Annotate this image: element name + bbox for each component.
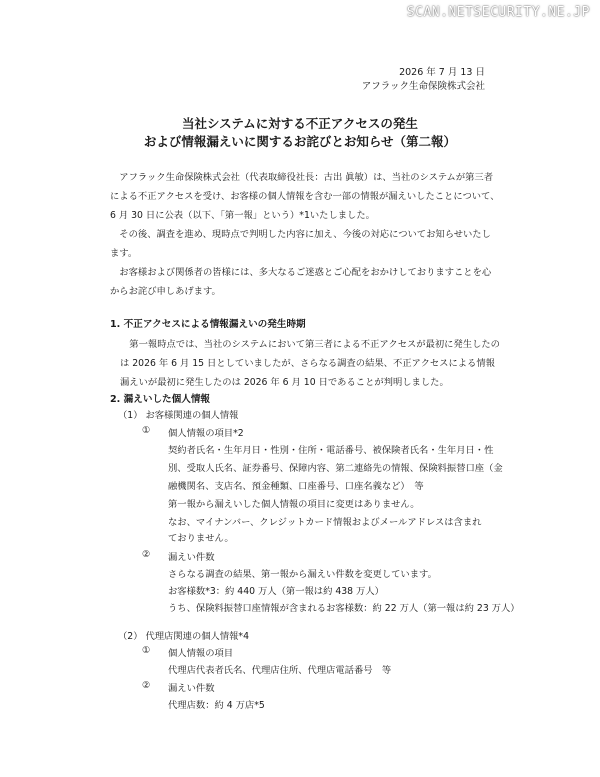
group1-label: （1） お客様関連の個人情報 (118, 410, 239, 421)
group1-item1-line: なお、マイナンバー、クレジットカード情報およびメールアドレスは含まれ (168, 517, 482, 528)
group1-item1-line: 第一報から漏えいした個人情報の項目に変更はありません。 (168, 499, 420, 510)
group2-item1-number: ① (142, 645, 151, 656)
intro-paragraph-2: その後、調査を進め、現時点で判明した内容に加え、今後の対応についてお知らせいたします。 (110, 229, 491, 259)
group1-item2-line: さらなる調査の結果、第一報から漏えい件数を変更しています。 (168, 569, 437, 580)
section2-heading: 2. 漏えいした個人情報 (110, 394, 211, 405)
intro-paragraph-1: アフラック生命保険株式会社（代表取締役社長：古出 眞敏）は、当社のシステムが第三者による不正アクセスを受け、お客様の個人情報を含む一部の情報が漏えいしたことについて、6 月 30 日に公表（以下、「第一報」という）*1いたしました。 (110, 172, 500, 221)
group1-item1-line: 別、受取人氏名、証券番号、保障内容、第二連絡先の情報、保険料振替口座（金 (168, 463, 503, 474)
company-name: アフラック生命保険株式会社 (361, 81, 485, 92)
group1-item1-title: 個人情報の項目*2 (168, 428, 244, 439)
group2-item2-line: 代理店数：約 4 万店*5 (168, 700, 265, 711)
group1-item1-line: 契約者氏名・生年月日・性別・住所・電話番号、被保険者氏名・生年月日・性 (168, 445, 494, 456)
group1-item2-title: 漏えい件数 (168, 552, 215, 563)
group2-item1-title: 個人情報の項目 (168, 648, 234, 659)
group2-item2-title: 漏えい件数 (168, 683, 215, 694)
document-date: 2026 年 7 月 13 日 (399, 67, 485, 78)
group1-item1-line: ておりません。 (168, 533, 234, 544)
group1-item2-number: ② (142, 549, 151, 560)
section1-body: 第一報時点では、当社のシステムにおいて第三者による不正アクセスが最初に発生したのは 2026 年 6 月 15 日としていましたが、さらなる調査の結果、不正アクセスによる情報漏えいが最初に発生したのは 2026 年 6 月 10 日であることが判明しました。 (120, 339, 500, 388)
section1-heading: 1. 不正アクセスによる情報漏えいの発生時期 (110, 319, 306, 330)
site-watermark: SCAN.NETSECURITY.NE.JP (406, 5, 590, 20)
intro-paragraph-3: お客様および関係者の皆様には、多大なるご迷惑とご心配をおかけしておりますことを心からお詫び申しあげます。 (110, 267, 492, 297)
watermark-bar (0, 0, 600, 30)
group2-item1-line: 代理店代表者氏名、代理店住所、代理店電話番号 等 (168, 665, 392, 676)
group1-item1-line: 融機関名、支店名、預金種類、口座番号、口座名義など） 等 (168, 481, 424, 492)
group2-label: （2） 代理店関連の個人情報*4 (118, 631, 249, 642)
group1-item2-line: お客様数*3：約 440 万人（第一報は約 438 万人） (168, 586, 384, 597)
group1-item2-line: うち、保険料振替口座情報が含まれるお客様数：約 22 万人（第一報は約 23 万人） (168, 603, 520, 614)
document-title-line1: 当社システムに対する不正アクセスの発生 (182, 116, 418, 131)
document-title-line2: および情報漏えいに関するお詫びとお知らせ（第二報） (143, 134, 457, 149)
group2-item2-number: ② (142, 680, 151, 691)
group1-item1-number: ① (142, 425, 151, 436)
